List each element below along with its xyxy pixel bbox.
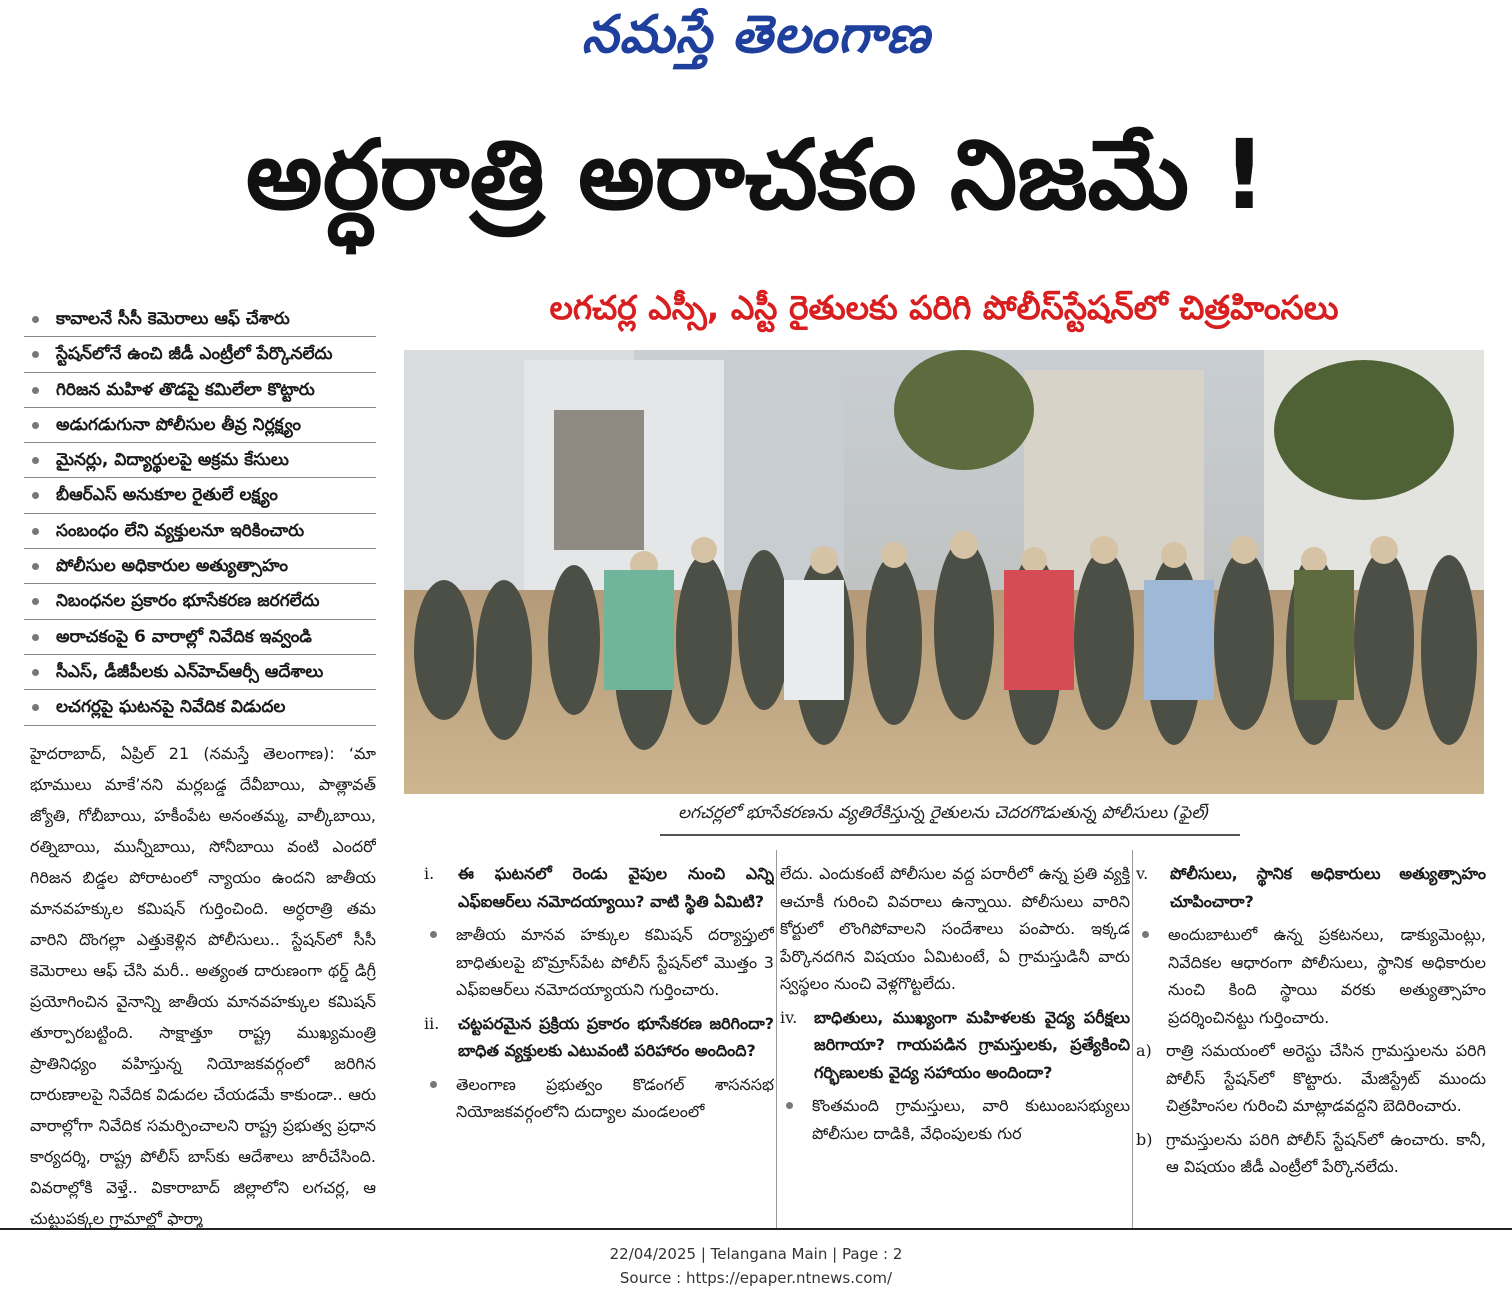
highlight-item: గిరిజన మహిళ తొడపై కమిలేలా కొట్టారు — [24, 373, 376, 408]
highlights-list — [24, 302, 376, 726]
bullet-icon — [1136, 921, 1168, 1031]
highlight-item: సీఎస్, డీజీపీలకు ఎన్‌హెచ్‌ఆర్సీ ఆదేశాలు — [24, 655, 376, 690]
highlight-item: కావాలనే సీసీ కెమెరాలు ఆఫ్ చేశారు — [24, 302, 376, 337]
answer-4: కొంతమంది గ్రామస్తులు, వారి కుటుంబసభ్యులు పోలీసుల దాడికి, వేధింపులకు గుర — [780, 1092, 1130, 1147]
bullet-icon — [32, 316, 39, 323]
article-column-1 — [424, 860, 774, 1228]
page-footer — [0, 1242, 1512, 1290]
bullet-icon — [32, 387, 39, 394]
bullet-icon — [32, 351, 39, 358]
bullet-icon — [424, 1071, 456, 1126]
question-5: v. పోలీసులు, స్థానిక అధికారులు అత్యుత్సాహం చూపించారా? — [1136, 864, 1486, 911]
question-4: iv. బాధితులు, ముఖ్యంగా మహిళలకు వైద్య పరీక్షలు జరిగాయా? గాయపడిన గ్రామస్తులకు, ప్రత్యేకించి గర్భిణులకు వైద్య సహాయం అందిందా? — [780, 1007, 1130, 1082]
answer-3-continued: లేదు. ఎందుకంటే పోలీసుల వద్ద పరారీలో ఉన్న ప్రతి వ్యక్తి ఆచూకీ గురించి వివరాలు ఉన్నాయి. పోలీసులు వారిని కోర్టులో లొంగిపోవాలని సందేశాలు పంపారు. ఇక్కడ పేర్కొనదగిన విషయం ఏమిటంటే, ఏ గ్రామస్తుడినీ వారు స్వస్థలం నుంచి వెళ్లగొట్టలేదు. — [780, 864, 1130, 993]
highlight-item: స్టేషన్‌లోనే ఉంచి జీడీ ఎంట్రీలో పేర్కొనలేదు — [24, 337, 376, 372]
column-divider — [1132, 850, 1133, 1228]
bullet-icon — [32, 457, 39, 464]
highlight-item: అడుగడుగునా పోలీసుల తీవ్ర నిర్లక్ష్యం — [24, 408, 376, 443]
headline: అర్ధరాత్రి అరాచకం నిజమే ! — [245, 119, 1267, 231]
question-2: ii. చట్టపరమైన ప్రక్రియ ప్రకారం భూసేకరణ జరిగిందా? బాధిత వ్యక్తులకు ఎటువంటి పరిహారం అందింది? — [424, 1013, 774, 1060]
highlight-item: లచగర్లపై ఘటనపై నివేదిక విడుదల — [24, 690, 376, 725]
crowd-photo-illustration — [404, 350, 1484, 794]
highlight-item: అరాచకంపై 6 వారాల్లో నివేదిక ఇవ్వండి — [24, 620, 376, 655]
answer-2: తెలంగాణ ప్రభుత్వం కొడంగల్ శాసనసభ నియోజకవర్గంలోని దుద్యాల మండలంలో — [424, 1071, 774, 1126]
subheadline: లగచర్ల ఎస్సీ, ఎస్టీ రైతులకు పరిగి పోలీస్‌స్టేషన్‌లో చిత్రహింసలు — [549, 288, 1339, 327]
highlight-item: బీఆర్‌ఎస్ అనుకూల రైతులే లక్ష్యం — [24, 478, 376, 513]
masthead-logo: నమస్తే తెలంగాణ — [581, 4, 931, 65]
article-body-left: హైదరాబాద్, ఏప్రిల్ 21 (నమస్తే తెలంగాణ): ‘మా భూములు మాకే’నని మర్లబడ్డ దేవీబాయి, పాత్లావత్ జ్యోతి, గోబీబాయి, హకీంపేట అనంతమ్మ, వాల్కీబాయి, రత్నిబాయి, మున్నీబాయి, సోనీబాయి వంటి ఎందరో గిరిజన బిడ్డల పోరాటంలో న్యాయం ఉందని జాతీయ మానవహక్కుల కమిషన్ గుర్తించింది. అర్ధరాత్రి తమ వారిని దొంగల్లా ఎత్తుకెళ్లిన పోలీసులు.. స్టేషన్‌లో సీసీ కెమెరాలు ఆఫ్ చేసి మరీ.. అత్యంత దారుణంగా థర్డ్ డిగ్రీ ప్రయోగించిన వైనాన్ని జాతీయ మానవహక్కుల కమిషన్ తూర్పారబట్టింది. సాక్షాత్తూ రాష్ట్ర ముఖ్యమంత్రి ప్రాతినిధ్యం వహిస్తున్న నియోజకవర్గంలో జరిగిన దారుణాలపై నివేదిక విడుదల చేయడమే కాకుండా.. ఆరు వారాల్లోగా నివేదిక సమర్పించాలని రాష్ట్ర ప్రభుత్వ ప్రధాన కార్యదర్శి, రాష్ట్ర పోలీస్ బాస్‌కు ఆదేశాలు జారీచేసింది. వివరాల్లోకి వెళ్తే.. వికారాబాద్ జిల్లాలోని లగచర్ల, ఆ చుట్టుపక్కల గ్రామాల్లో ఫార్మా — [30, 744, 376, 1228]
page-bottom-divider — [0, 1228, 1512, 1230]
answer-5b: b) గ్రామస్తులను పరిగి పోలీస్ స్టేషన్‌లో ఉంచారు. కానీ, ఆ విషయం జీడీ ఎంట్రీలో పేర్కొనలేదు. — [1136, 1129, 1486, 1176]
bullet-icon — [32, 634, 39, 641]
news-photo — [404, 350, 1484, 794]
question-1: i. ఈ ఘటనలో రెండు వైపుల నుంచి ఎన్ని ఎఫ్‌ఐఆర్‌లు నమోదయ్యాయి? వాటి స్థితి ఏమిటి? — [424, 864, 774, 911]
bullet-icon — [32, 492, 39, 499]
caption-divider — [660, 834, 1240, 836]
footer-date-page: 22/04/2025 | Telangana Main | Page : 2 — [609, 1245, 903, 1263]
highlight-item: సంబంధం లేని వ్యక్తులనూ ఇరికించారు — [24, 514, 376, 549]
photo-caption: లగచర్లలో భూసేకరణను వ్యతిరేకిస్తున్న రైతులను చెదరగొడుతున్న పోలీసులు (ఫైల్) — [677, 803, 1211, 823]
column-divider — [776, 850, 777, 1228]
bullet-icon — [424, 921, 456, 1004]
answer-5a: a) రాత్రి సమయంలో అరెస్టు చేసిన గ్రామస్తులను పరిగి పోలీస్ స్టేషన్‌లో కొట్టారు. మేజిస్ట్రేట్ ముందు చిత్రహింసల గురించి మాట్లాడవద్దని బెదిరించారు. — [1136, 1041, 1486, 1115]
article-column-3 — [1136, 860, 1486, 1228]
bullet-icon — [32, 528, 39, 535]
article-column-2 — [780, 860, 1130, 1228]
answer-1: జాతీయ మానవ హక్కుల కమిషన్ దర్యాప్తులో బాధితులపై బొమ్రాస్‌పేట పోలీస్ స్టేషన్‌లో మొత్తం 3 ఎఫ్‌ఐఆర్‌లు నమోదయ్యాయని గుర్తించారు. — [424, 921, 774, 1004]
highlight-item: మైనర్లు, విద్యార్థులపై అక్రమ కేసులు — [24, 443, 376, 478]
answer-5: అందుబాటులో ఉన్న ప్రకటనలు, డాక్యుమెంట్లు, నివేదికల ఆధారంగా పోలీసులు, స్థానిక అధికారుల నుంచి కింది స్థాయి వరకు అత్యుత్సాహం ప్రదర్శించినట్టు గుర్తించారు. — [1136, 921, 1486, 1031]
bullet-icon — [32, 704, 39, 711]
footer-source: Source : https://epaper.ntnews.com/ — [619, 1269, 893, 1287]
bullet-icon — [32, 422, 39, 429]
bullet-icon — [32, 669, 39, 676]
highlight-item: నిబంధనల ప్రకారం భూసేకరణ జరగలేదు — [24, 584, 376, 619]
bullet-icon — [32, 598, 39, 605]
bullet-icon — [32, 563, 39, 570]
bullet-icon — [780, 1092, 812, 1147]
highlight-item: పోలీసుల అధికారుల అత్యుత్సాహం — [24, 549, 376, 584]
